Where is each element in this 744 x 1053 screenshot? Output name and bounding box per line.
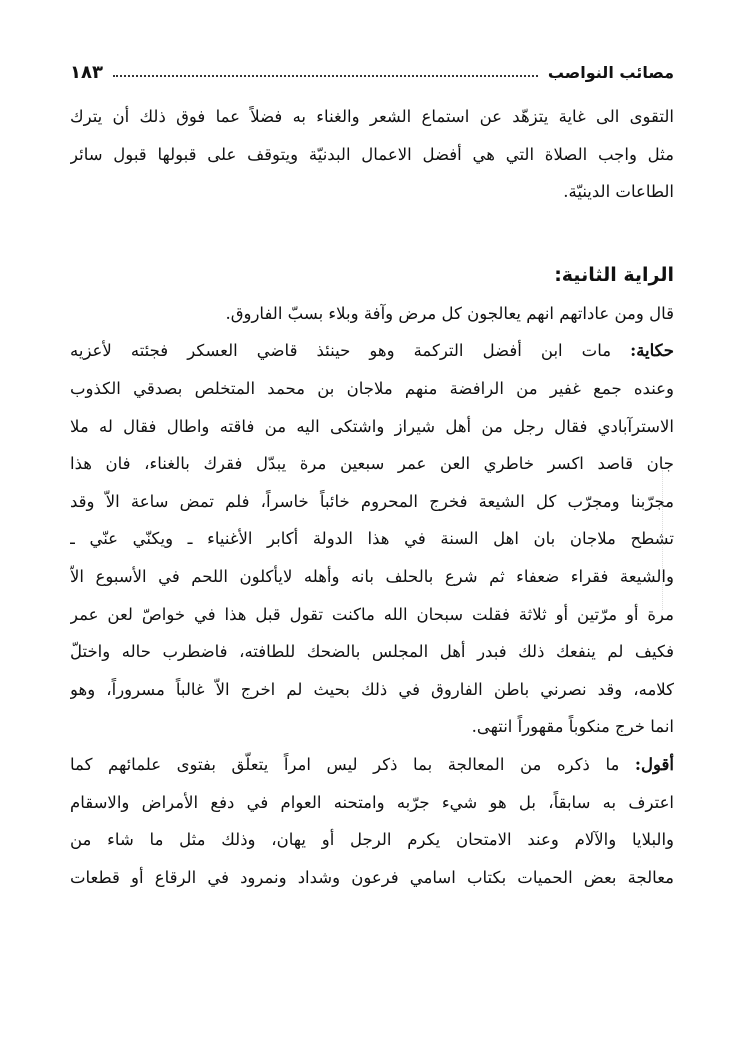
scan-margin-dots bbox=[662, 470, 673, 610]
paragraph-line: الطاعات الدينيّة. bbox=[563, 182, 674, 202]
paragraph-line: مثل واجب الصلاة التي هي أفضل الاعمال البدنيّة ويتوقف على قبولها قبول سائر bbox=[70, 144, 674, 164]
page-header bbox=[70, 58, 674, 86]
paragraph-line: التقوى الى غاية يتزهّد عن استماع الشعر والغناء به فضلاً عما فوق ذلك أن يترك bbox=[70, 107, 674, 126]
response-line: والبلايا والآلام وعند الامتحان يكرم الرجل أو يهان، وذلك مثل ما شاء من bbox=[70, 830, 674, 850]
story-lead: حكاية: bbox=[630, 341, 674, 361]
response-first-line-text: ما ذكره من المعالجة بما ذكر ليس امراً يتعلّق بفتوى علمائهم كما bbox=[70, 754, 635, 774]
story-line: كلامه، وقد نصرني باطن الفاروق في ذلك بحيث لم اخرج الاّ غالباً مسروراً، وهو bbox=[70, 679, 674, 699]
story-line: تشطح ملاجان بان اهل السنة في هذا الدولة أكابر الأغنياء ـ ويكنّي عنّي ـ bbox=[70, 529, 674, 549]
story-line: مجرّبنا ومجرّب كل الشيعة فخرج المحروم خائباً خاسراً، فلم تمض ساعة الاّ وقد bbox=[70, 491, 674, 511]
story-first-line bbox=[70, 332, 674, 370]
story-line: وعنده جمع غفير من الرافضة منهم ملاجان بن محمد المتخلص بصدقي الكذوب bbox=[70, 378, 674, 398]
running-title: مصائب النواصب bbox=[547, 62, 674, 82]
body-text bbox=[70, 98, 674, 896]
section-intro-line: قال ومن عاداتهم انهم يعالجون كل مرض وآفة وبلاء بسبّ الفاروق. bbox=[225, 303, 674, 323]
response-line: اعترف به سابقاً، بل هو شيء جرّبه وامتحنه العوام في دفع الأمراض والاسقام bbox=[70, 792, 674, 812]
response-first-line bbox=[70, 746, 674, 784]
dotted-leader bbox=[113, 75, 538, 77]
response-lead: أقول: bbox=[634, 754, 674, 774]
story-line: والشيعة فقراء ضعفاء ثم شرع بالحلف بانه وأهله لايأكلون اللحم في الأسبوع الاّ bbox=[70, 566, 674, 586]
response-line: معالجة بعض الحميات بكتاب اسامي فرعون وشداد ونمرود في الرقاع أو قطعات bbox=[70, 867, 674, 887]
story-line: مرة أو مرّتين أو ثلاثة فقلت سبحان الله ماكنت تقول قبل هذا في خواصّ لعن عمر bbox=[70, 604, 674, 624]
story-line: انما خرج منكوباً مقهوراً انتهى. bbox=[471, 717, 674, 737]
section-heading: الراية الثانية: bbox=[554, 263, 674, 286]
story-line: الاسترآبادي فقال رجل من أهل شيراز واشتكى اليه من فاقته واطال فقال له ملا bbox=[70, 416, 674, 436]
section-spacer bbox=[70, 211, 674, 255]
page-number: ١٨٣ bbox=[70, 61, 103, 83]
story-first-line-text: مات ابن أفضل التركمة وهو حينئذ قاضي العسكر فجئته لأعزيه bbox=[70, 341, 631, 361]
story-line: فكيف لم ينفعك ذلك فبدر أهل المجلس بالضحك للطافته، فاضطرب حاله واختلّ bbox=[70, 642, 674, 662]
story-line: جان قاصد اكسر خاطري العن عمر سبعين مرة يبدّل فقرك بالغناء، فان هذا bbox=[70, 454, 674, 474]
